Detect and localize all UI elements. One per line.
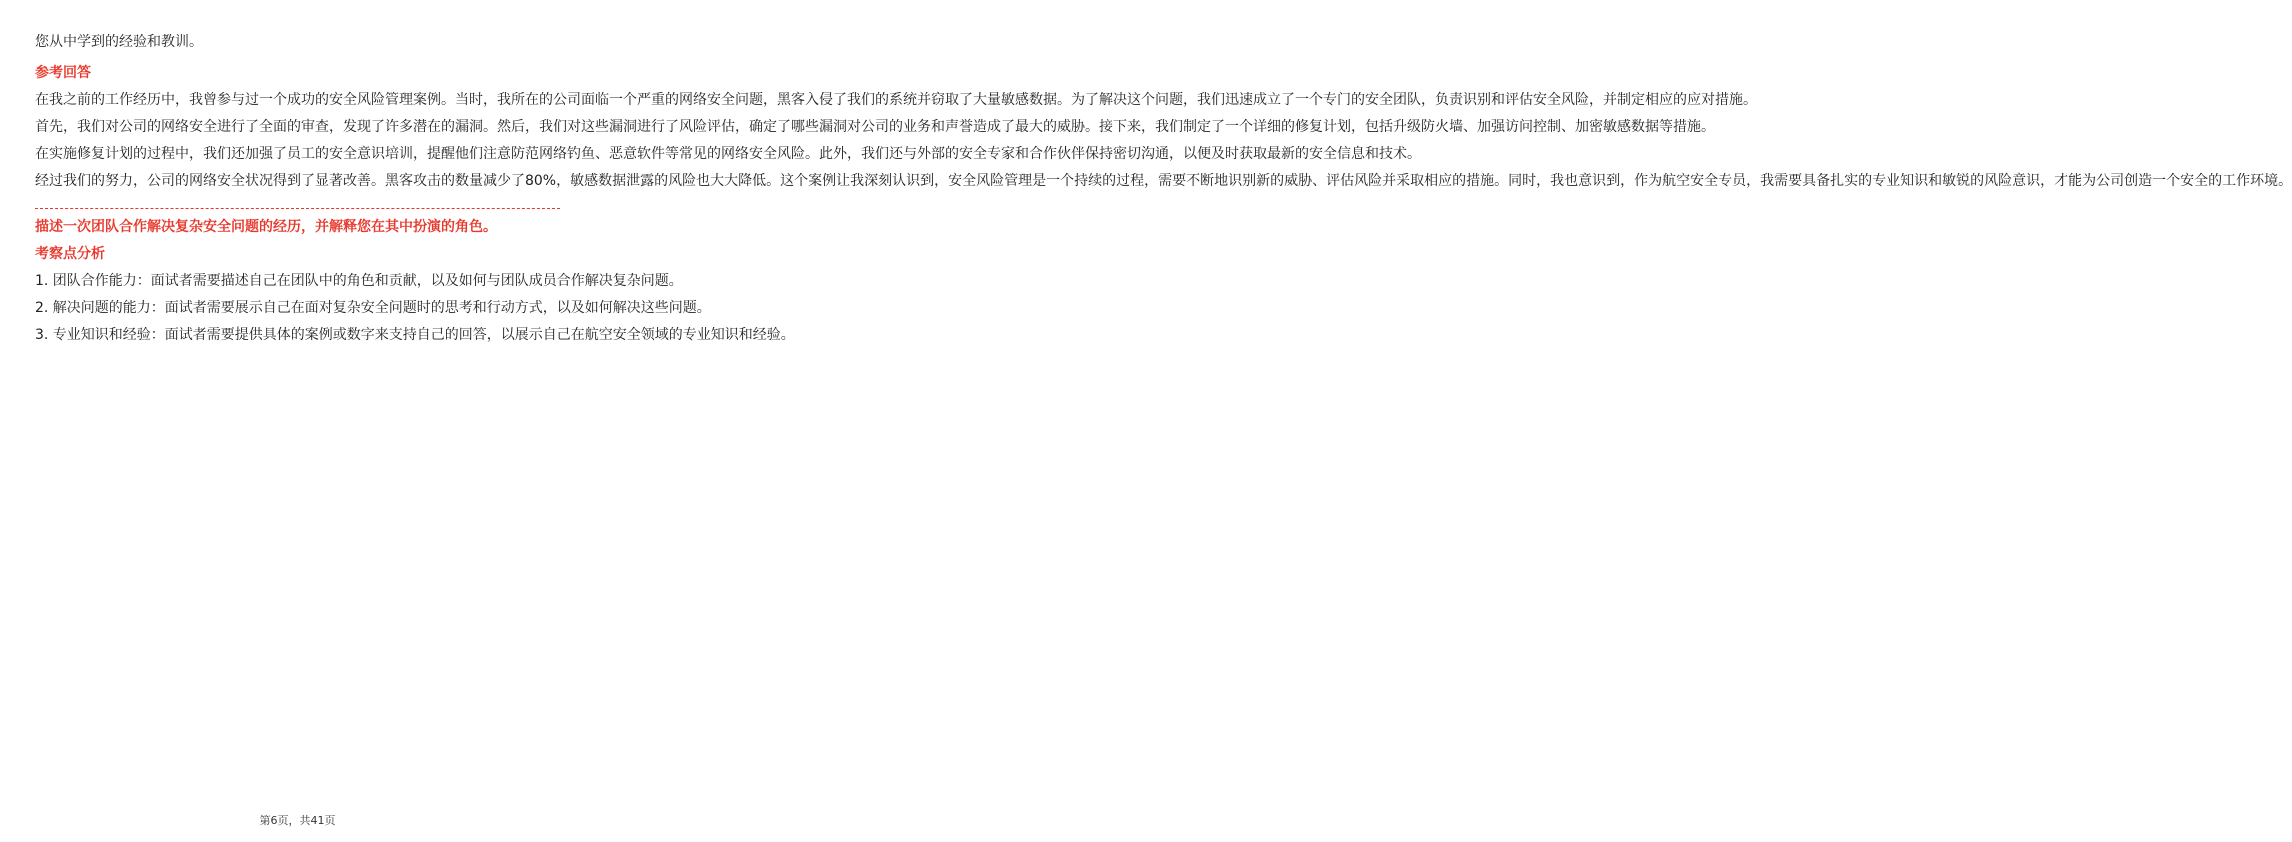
analysis-heading: 考察点分析 [35,246,105,262]
page-footer: 第6页，共41页 [259,814,336,827]
answer-paragraph: 在实施修复计划的过程中，我们还加强了员工的安全意识培训，提醒他们注意防范网络钓鱼、恶意软件等常见的网络安全风险。此外，我们还与外部的安全专家和合作伙伴保持密切沟通，以便及时获取最新的安全信息和技术。 [35,146,1421,162]
reference-answer-heading: 参考回答 [35,65,91,81]
document-page [35,30,2292,350]
analysis-point: 2. 解决问题的能力：面试者需要展示自己在面对复杂安全问题时的思考和行动方式，以及如何解决这些问题。 [35,300,711,316]
answer-paragraph: 经过我们的努力，公司的网络安全状况得到了显著改善。黑客攻击的数量减少了80%，敏感数据泄露的风险也大大降低。这个案例让我深刻认识到，安全风险管理是一个持续的过程，需要不断地识别新的威胁、评估风险并采取相应的措施。同时，我也意识到，作为航空安全专员，我需要具备扎实的专业知识和敏锐的风险意识，才能为公司创造一个安全的工作环境。 [35,173,2292,189]
answer-paragraph: 在我之前的工作经历中，我曾参与过一个成功的安全风险管理案例。当时，我所在的公司面临一个严重的网络安全问题，黑客入侵了我们的系统并窃取了大量敏感数据。为了解决这个问题，我们迅速成立了一个专门的安全团队，负责识别和评估安全风险，并制定相应的应对措施。 [35,92,1757,108]
section-divider [35,208,560,209]
question-text: 描述一次团队合作解决复杂安全问题的经历，并解释您在其中扮演的角色。 [35,219,497,235]
analysis-point: 3. 专业知识和经验：面试者需要提供具体的案例或数字来支持自己的回答，以展示自己在航空安全领域的专业知识和经验。 [35,327,795,343]
answer-paragraph: 首先，我们对公司的网络安全进行了全面的审查，发现了许多潜在的漏洞。然后，我们对这些漏洞进行了风险评估，确定了哪些漏洞对公司的业务和声誉造成了最大的威胁。接下来，我们制定了一个详细的修复计划，包括升级防火墙、加强访问控制、加密敏感数据等措施。 [35,119,1715,135]
analysis-point: 1. 团队合作能力：面试者需要描述自己在团队中的角色和贡献，以及如何与团队成员合作解决复杂问题。 [35,273,683,289]
intro-line: 您从中学到的经验和教训。 [35,34,203,50]
